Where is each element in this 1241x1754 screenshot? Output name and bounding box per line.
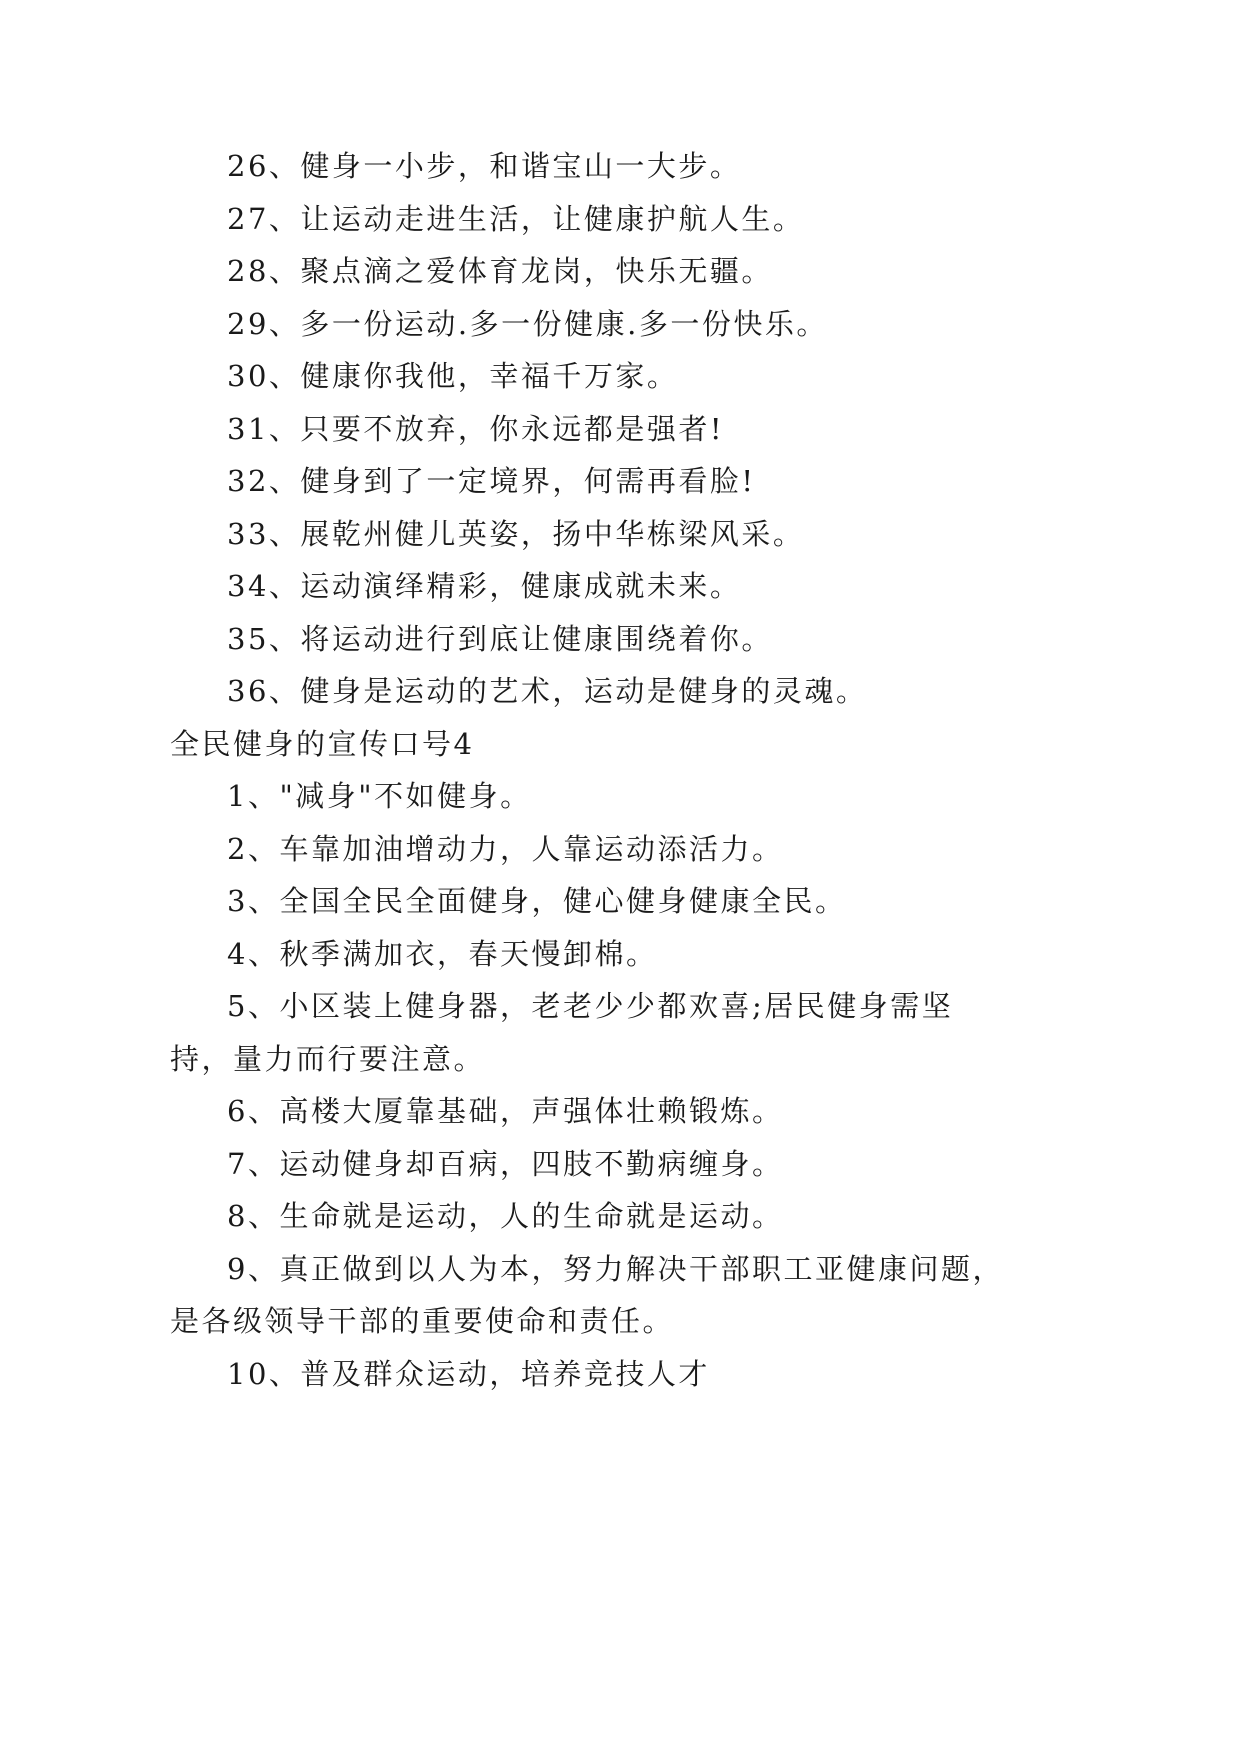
slogan-item-34: 34、运动演绎精彩，健康成就未来。: [227, 569, 742, 603]
section-item-6: 6、高楼大厦靠基础，声强体壮赖锻炼。: [227, 1094, 784, 1128]
slogan-item-27: 27、让运动走进生活，让健康护航人生。: [227, 202, 805, 236]
section-item-8: 8、生命就是运动，人的生命就是运动。: [227, 1199, 784, 1233]
section-item-5-line-1: 5、小区装上健身器，老老少少都欢喜;居民健身需坚: [227, 989, 954, 1023]
slogan-item-36: 36、健身是运动的艺术，运动是健身的灵魂。: [227, 674, 868, 708]
slogan-item-33: 33、展乾州健儿英姿，扬中华栋梁风采。: [227, 517, 805, 551]
section-item-3: 3、全国全民全面健身，健心健身健康全民。: [227, 884, 847, 918]
slogan-item-28: 28、聚点滴之爱体育龙岗，快乐无疆。: [227, 254, 773, 288]
slogan-item-26: 26、健身一小步，和谐宝山一大步。: [227, 149, 742, 183]
slogan-item-32: 32、健身到了一定境界，何需再看脸!: [227, 464, 756, 498]
section-item-1: 1、"减身"不如健身。: [227, 779, 532, 813]
section-item-9-line-2: 是各级领导干部的重要使命和责任。: [170, 1304, 675, 1338]
slogan-item-30: 30、健康你我他，幸福千万家。: [227, 359, 679, 393]
section-item-2: 2、车靠加油增动力，人靠运动添活力。: [227, 832, 784, 866]
section-item-5-line-2: 持，量力而行要注意。: [170, 1042, 486, 1076]
section-item-9-line-1: 9、真正做到以人为本，努力解决干部职工亚健康问题，: [227, 1252, 1004, 1286]
section-heading: 全民健身的宣传口号4: [170, 727, 475, 761]
slogan-item-31: 31、只要不放弃，你永远都是强者!: [227, 412, 725, 446]
slogan-item-29: 29、多一份运动.多一份健康.多一份快乐。: [227, 307, 828, 341]
section-item-7: 7、运动健身却百病，四肢不勤病缠身。: [227, 1147, 784, 1181]
section-item-4: 4、秋季满加衣，春天慢卸棉。: [227, 937, 658, 971]
slogan-item-35: 35、将运动进行到底让健康围绕着你。: [227, 622, 773, 656]
section-item-10: 10、普及群众运动，培养竞技人才: [227, 1357, 710, 1391]
